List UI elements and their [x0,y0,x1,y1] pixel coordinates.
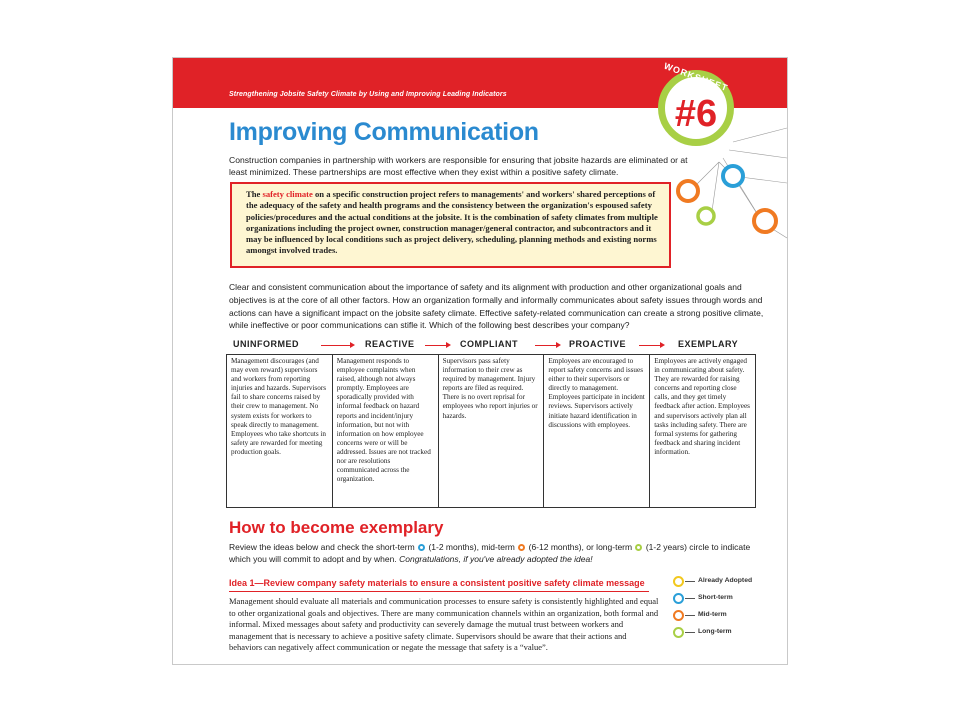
page-title: Improving Communication [229,118,539,146]
callout-post: on a specific construction project refers to managements' and workers' shared perceptions of the adequacy of the safety and health programs and the consistency between the organization's espoused safety policies/procedures and the actual conditions at the jobsite. It is the combination of safety climates from multiple organizations including the project owner, construction manager/general contractor, and subcontractors and it may be influenced by local conditions such as project delivery, scheduling, planning methods and existing norms amongst involved trades. [246,189,658,256]
legend-item-already-adopted[interactable] [673,574,783,591]
legend-line [685,598,695,599]
stage-cell-proactive: Employees are encouraged to report safety concerns and issues either to their supervisors or directly to management. Employees participate in incident reviews. Supervisors actively initiate hazard identification in discussions with employees. [544,355,650,507]
deco-circle-green [698,208,714,224]
legend-label: Long-term [698,628,732,635]
adoption-legend [673,574,783,642]
stage-compliant: COMPLIANT [460,339,518,349]
legend-line [685,581,695,582]
deco-circle-blue [723,166,743,186]
arrow-icon [425,345,447,346]
stage-uninformed: UNINFORMED [233,339,299,349]
worksheet-page [172,57,788,665]
stage-cell-exemplary: Employees are actively engaged in communicating about safety. They are rewarded for raising concerns and reporting close calls, and they get timely feedback after action. Employees and supervisors actively plan all tasks including safety. There are formal systems for gathering feedback and sharing incident information. [654,357,750,456]
legend-line [685,615,695,616]
stage-cell-uninformed: Management discourages (and may even reward) supervisors and workers from reporting injuries and hazards. Supervisors fail to share concerns raised by their crew to management. No system exists for workers to speak directly to management. Employees who take shortcuts in safety are rewarded for meeting production goals. [227,355,333,507]
legend-label: Mid-term [698,611,727,618]
review-text-4: (1-2 years) circle to indicate which you will commit to adopt and by when. [229,542,751,564]
safety-climate-callout [230,182,671,268]
arrow-icon [535,345,557,346]
stage-reactive: REACTIVE [365,339,415,349]
stage-cell-reactive: Management responds to employee complaints when raised, although not always promptly. Employees are sporadically provided with informal feedback on hazard reports and incident/injury information, but not with information on how employee concerns were or will be addressed. Issues are not tracked nor are resolutions communicated across the organization. [333,355,439,507]
intro-paragraph: Construction companies in partnership with workers are responsible for ensuring that jobsite hazards are eliminated or at least minimized. These partnerships are most effective when they exist within a positive safety climate. [229,155,688,177]
stage-cell-compliant: Supervisors pass safety information to their crew as required by management. Injury reports are filed as required. There is no overt reprisal for employees who report injuries or hazards. [439,355,545,507]
short-term-circle-icon [418,544,425,551]
worksheet-label: WORKSHEET [662,60,730,94]
review-text-1: Review the ideas below and check the short-term [229,542,415,552]
review-text-3: (6-12 months), or long-term [528,542,633,552]
banner-text: Strengthening Jobsite Safety Climate by Using and Improving Leading Indicators [229,91,507,98]
legend-label: Already Adopted [698,577,753,584]
legend-label: Short-term [698,594,733,601]
arrow-icon [321,345,351,346]
legend-item-mid-term[interactable] [673,608,783,625]
stage-headers [229,339,769,353]
idea-1-heading: Idea 1—Review company safety materials to ensure a consistent positive safety climate message [229,578,645,588]
mid-term-circle-icon[interactable] [673,610,684,621]
legend-item-long-term[interactable] [673,625,783,642]
section-heading: How to become exemplary [229,518,444,537]
deco-circle-orange [678,181,698,201]
stage-table [226,354,756,508]
long-term-circle-icon [635,544,642,551]
review-text-2: (1-2 months), mid-term [428,542,515,552]
idea-divider [229,591,649,592]
congrats-text: Congratulations, if you've already adopted the idea! [399,553,593,564]
idea-1-body: Management should evaluate all materials and communication processes to ensure safety is consistently highlighted and equal to other organizational goals and objectives. There are many communication channels within an organization, both formal and informal. Mixed messages about safety and productivity can severely damage the mutual trust between workers and management that is necessary to achieve a positive safety climate. Supervisors should be aware that their actions and behaviors can negatively affect communication or negate the message that safety is a “value”. [229,596,659,652]
short-term-circle-icon[interactable] [673,593,684,604]
stage-proactive: PROACTIVE [569,339,627,349]
deco-circle-orange-2 [754,210,776,232]
stage-exemplary: EXEMPLARY [678,339,739,349]
already-adopted-circle-icon[interactable] [673,576,684,587]
review-instructions [229,542,769,565]
callout-pre: The [246,189,263,199]
mid-term-circle-icon [518,544,525,551]
legend-line [685,632,695,633]
long-term-circle-icon[interactable] [673,627,684,638]
body-paragraph: Clear and consistent communication about the importance of safety and its alignment with production and other organizational goals and objectives is at the core of all other factors. How an organization formally and informally communicates about safety issues through words and actions can have a significant impact on the jobsite safety climate. Effective safety-related communication can create a strong positive climate, while ineffective or poor communications can stifle it. Which of the following best describes your company? [229,282,764,331]
worksheet-number: #6 [674,93,718,135]
arrow-icon [639,345,661,346]
legend-item-short-term[interactable] [673,591,783,608]
callout-highlight: safety climate [262,189,313,199]
